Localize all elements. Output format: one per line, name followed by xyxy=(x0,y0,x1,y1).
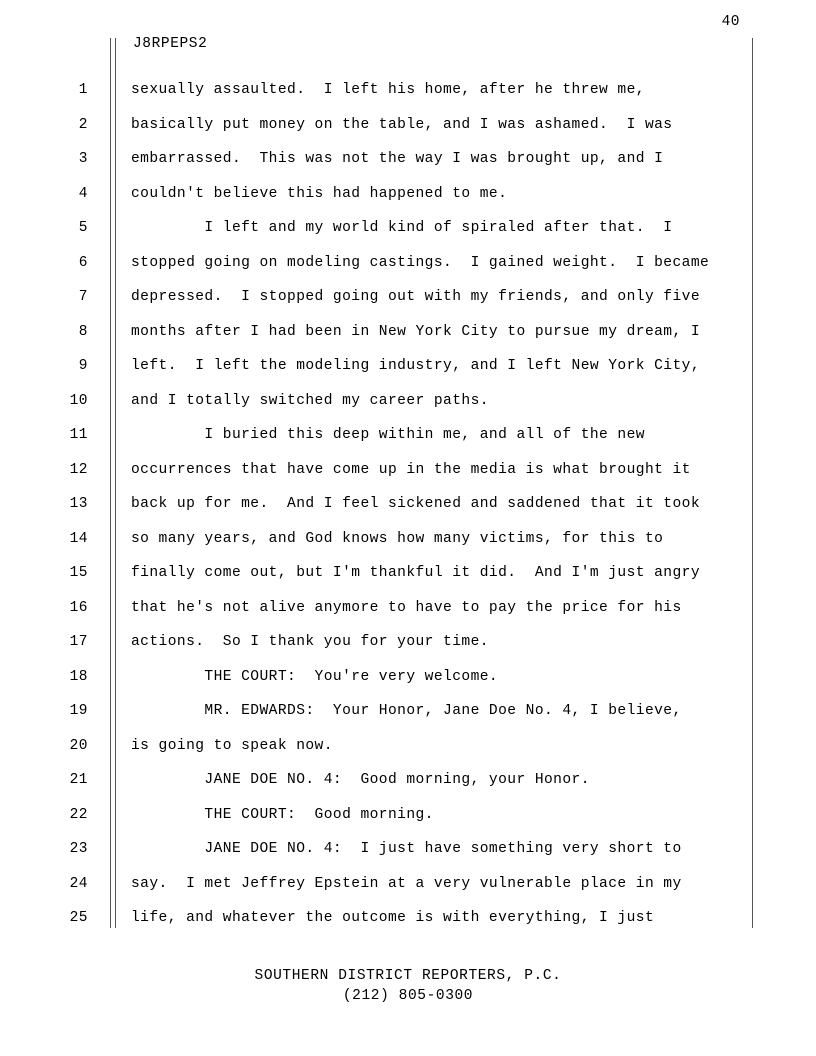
line-number: 6 xyxy=(78,254,88,271)
line-number: 25 xyxy=(69,910,88,926)
transcript-line xyxy=(0,561,816,596)
line-number: 19 xyxy=(69,703,88,719)
transcript-line xyxy=(0,251,816,286)
line-text: say. I met Jeffrey Epstein at a very vulnerable place in my xyxy=(131,875,682,892)
line-number: 24 xyxy=(69,875,88,892)
line-text: actions. So I thank you for your time. xyxy=(131,634,489,650)
transcript-body xyxy=(0,78,816,941)
transcript-line xyxy=(0,458,816,493)
line-text: occurrences that have come up in the media is what brought it xyxy=(131,461,691,478)
transcript-line xyxy=(0,216,816,251)
line-number: 12 xyxy=(69,461,88,478)
line-text: back up for me. And I feel sickened and saddened that it took xyxy=(131,496,701,512)
line-number: 13 xyxy=(69,496,88,512)
transcript-line xyxy=(0,78,816,113)
transcript-line xyxy=(0,665,816,700)
transcript-line xyxy=(0,423,816,458)
line-text: life, and whatever the outcome is with everything, I just xyxy=(131,910,655,926)
line-text: months after I had been in New York City to pursue my dream, I xyxy=(131,323,701,340)
line-number: 22 xyxy=(69,806,88,823)
line-number: 2 xyxy=(78,116,88,133)
transcript-line xyxy=(0,492,816,527)
line-text: and I totally switched my career paths. xyxy=(131,392,489,409)
line-text: THE COURT: Good morning. xyxy=(131,806,434,823)
line-number: 1 xyxy=(78,82,88,98)
line-number: 4 xyxy=(78,185,88,202)
line-text: I buried this deep within me, and all of the new xyxy=(131,427,645,443)
transcript-line xyxy=(0,389,816,424)
line-text: depressed. I stopped going out with my friends, and only five xyxy=(131,289,701,305)
transcript-line xyxy=(0,803,816,838)
line-number: 17 xyxy=(69,634,88,650)
line-text: stopped going on modeling castings. I gained weight. I became xyxy=(131,254,710,271)
footer-phone-number: (212) 805-0300 xyxy=(342,988,474,1004)
line-number: 11 xyxy=(69,427,88,443)
line-text: so many years, and God knows how many victims, for this to xyxy=(131,530,664,547)
line-text: THE COURT: You're very welcome. xyxy=(131,668,499,685)
line-number: 20 xyxy=(69,737,88,754)
line-number: 14 xyxy=(69,530,88,547)
line-number: 23 xyxy=(69,841,88,857)
line-text: is going to speak now. xyxy=(131,737,333,754)
transcript-line xyxy=(0,837,816,872)
line-number: 10 xyxy=(69,392,88,409)
page-number: 40 xyxy=(721,14,740,30)
transcript-line xyxy=(0,285,816,320)
transcript-line xyxy=(0,596,816,631)
line-number: 18 xyxy=(69,668,88,685)
line-text: I left and my world kind of spiraled after that. I xyxy=(131,220,673,236)
transcript-line xyxy=(0,113,816,148)
transcript-line xyxy=(0,147,816,182)
line-number: 5 xyxy=(78,220,88,236)
transcript-line xyxy=(0,768,816,803)
transcript-line xyxy=(0,630,816,665)
transcript-line xyxy=(0,182,816,217)
line-number: 21 xyxy=(69,772,88,788)
line-text: embarrassed. This was not the way I was brought up, and I xyxy=(131,151,664,167)
line-text: JANE DOE NO. 4: Good morning, your Honor. xyxy=(131,772,590,788)
footer-reporter-name: SOUTHERN DISTRICT REPORTERS, P.C. xyxy=(254,968,562,984)
line-text: sexually assaulted. I left his home, after he threw me, xyxy=(131,82,645,98)
transcript-line xyxy=(0,527,816,562)
transcript-line xyxy=(0,734,816,769)
transcript-line xyxy=(0,906,816,941)
transcript-line xyxy=(0,320,816,355)
line-text: left. I left the modeling industry, and I left New York City, xyxy=(131,358,701,374)
line-text: MR. EDWARDS: Your Honor, Jane Doe No. 4, I believe, xyxy=(131,703,682,719)
line-number: 16 xyxy=(69,599,88,616)
transcript-line xyxy=(0,699,816,734)
line-number: 3 xyxy=(78,151,88,167)
line-number: 15 xyxy=(69,565,88,581)
line-text: JANE DOE NO. 4: I just have something very short to xyxy=(131,841,682,857)
line-text: basically put money on the table, and I was ashamed. I was xyxy=(131,116,673,133)
line-number: 8 xyxy=(78,323,88,340)
line-text: couldn't believe this had happened to me. xyxy=(131,185,508,202)
line-text: finally come out, but I'm thankful it did. And I'm just angry xyxy=(131,565,701,581)
page-header-code: J8RPEPS2 xyxy=(133,36,208,52)
line-number: 7 xyxy=(78,289,88,305)
line-number: 9 xyxy=(78,358,88,374)
transcript-line xyxy=(0,354,816,389)
line-text: that he's not alive anymore to have to pay the price for his xyxy=(131,599,682,616)
transcript-line xyxy=(0,872,816,907)
